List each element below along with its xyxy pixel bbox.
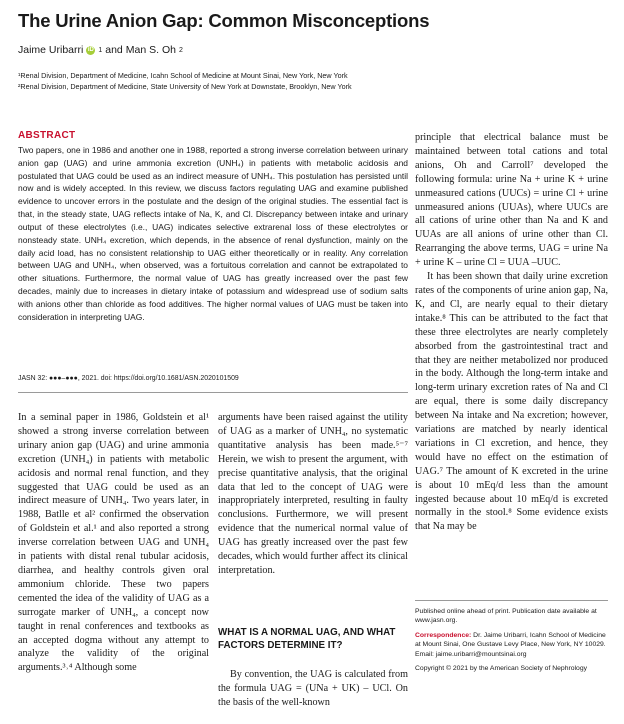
body-column-2 (218, 411, 408, 578)
body-paragraph: principle that electrical balance must be maintained between total cations and total anions, Oh and Carroll⁷ developed the following formula: urine Na + urine K + urine unmeasured cations (UUCs) = urine Cl + urine unmeasured anions (UUAs), where UUCs are all cations of urine other than Na and K and UUAs are all anions of urine other than Cl. Rearranging the above terms, UAG = urine Na + urine K – urine Cl = UUA –UUC. (415, 132, 608, 269)
body-column-3 (415, 131, 608, 534)
correspondence-text: Dr. Jaime Uribarri, Icahn School of Medicine at Mount Sinai, One Gustave Levy Place, New York, NY 10029. Email: jaime.uribarri@mountsinai.org (415, 632, 606, 658)
section-heading: WHAT IS A NORMAL UAG, AND WHAT FACTORS DETERMINE IT? (218, 627, 396, 651)
body-paragraph: In a seminal paper in 1986, Goldstein et al¹ showed a strong inverse correlation between urinary anion gap (UAG) and urine ammonia excretion (UNH₄) in patients with metabolic acidosis and normal renal function, and they suggested that UAG could be used as an indirect measure of UNH₄. Two years later, in 1988, Batlle et al² confirmed the observation of Goldstein et al.¹ and also reported a strong inverse correlation between UAG and UNH₄ in patients with distal renal tubular acidosis, diarrhea, and healthy controls given oral ammonium chloride. These two papers cemented the idea of the validity of UAG as a surrogate marker of UNH₄, a concept now taught in renal conferences and textbooks as an accepted dogma without any attempt to analyze the validity of the original arguments.³˒⁴ Although some (18, 412, 209, 674)
body-column-2-continued (218, 668, 408, 710)
abstract-divider (18, 392, 408, 393)
copyright-note: Copyright © 2021 by the American Society of Nephrology (415, 665, 588, 673)
author-name: Jaime Uribarri (18, 44, 84, 56)
affiliation-mark: 2 (178, 46, 183, 54)
affiliation-2: ²Renal Division, Department of Medicine, State University of New York at Downstate, Brooklyn, New York (18, 82, 352, 91)
abstract-body (18, 144, 408, 323)
body-paragraph: By convention, the UAG is calculated from the formula UAG = (UNa + UK) – UCl. On the basis of the well-known (218, 669, 408, 708)
notes-divider (415, 600, 608, 601)
article-title: The Urine Anion Gap: Common Misconceptions (18, 10, 430, 31)
affiliation-mark: 1 (98, 46, 103, 54)
correspondence-label: Correspondence: (415, 632, 472, 640)
body-paragraph: It has been shown that daily urine excretion rates of the components of urine anion gap, Na, K, and Cl, are nearly equal to their dietary intake.⁸ This can be attributed to the fact that these three electrolytes are nearly completely absorbed from the gastrointestinal tract and that they are neither metabolized nor produced in the body. Although the long-term intake and long-term urinary excretion rates of Na and Cl are equal, there is some daily discrepancy between Na intake and Na excretion; however, variations are matched by nearly identical variations in Cl excretion, and hence, they would have no effect on the estimation of UAG.⁷ The amount of K excreted in the urine is about 10 mEq/d less than the amount ingested because about 10 mEq/d is excreted normally in the stool.⁸ Some evidence exists that Na may be (415, 271, 608, 533)
footnotes (415, 607, 608, 679)
correspondence-note (415, 631, 608, 659)
affiliation-1: ¹Renal Division, Department of Medicine, Icahn School of Medicine at Mount Sinai, New York, New York (18, 71, 348, 80)
abstract-heading: ABSTRACT (18, 130, 76, 141)
author-joiner: and (105, 44, 123, 56)
body-column-1 (18, 411, 209, 675)
abstract-paragraph: Two papers, one in 1986 and another one in 1988, reported a strong inverse correlation between urinary anion gap (UAG) and urine ammonia excretion (UNH₄) in patients with metabolic acidosis and postulated that UAG could be used as an indirect measure of UNH₄. This postulation has persisted until now and is widely accepted. In this review, we discuss factors regulating UAG and examine published evidence to uncover errors in the postulate and the design of the original studies. The essential fact is that, in the steady state, UAG reflects intake of Na, K, and Cl. Discrepancy between intake and urinary output of these electrolytes (i.e., UAG) indicates selective extrarenal loss of these electrolytes or nonsteady state. UNH₄ excretion, which depends, in the absence of renal dysfunction, mainly on the daily acid load, has no consistent relationship to UAG either theoretically or in reality. Any correlation between UAG and UNH₄, when observed, was a fortuitous correlation and cannot be extrapolated to other situations. Furthermore, the normal value of UAG has greatly increased over the past few decades, mainly due to increases in dietary intake of potassium and widespread use of sodium salts with anions other than chloride as food additives. The higher normal values of UAG must be taken into consideration in interpreting UAG. (18, 145, 408, 322)
author-name: Man S. Oh (125, 44, 176, 56)
body-paragraph: arguments have been raised against the utility of UAG as a marker of UNH₄, no systematic quantitative analysis has been made.⁵⁻⁷ Herein, we wish to present the argument, with precise quantitative analysis, that the original data that led to the concept of UAG were inappropriately interpreted, resulting in faulty conclusions. Furthermore, we will present evidence that the numerical normal value of UAG has greatly increased over the past few decades, which would further affect its clinical interpretation. (218, 412, 408, 576)
citation-line: JASN 32: ●●●–●●●, 2021. doi: https://doi.org/10.1681/ASN.2020101509 (18, 375, 239, 382)
orcid-icon[interactable]: iD (87, 46, 94, 53)
publication-note: Published online ahead of print. Publication date available at www.jasn.org. (415, 608, 597, 625)
author-line (18, 44, 183, 56)
